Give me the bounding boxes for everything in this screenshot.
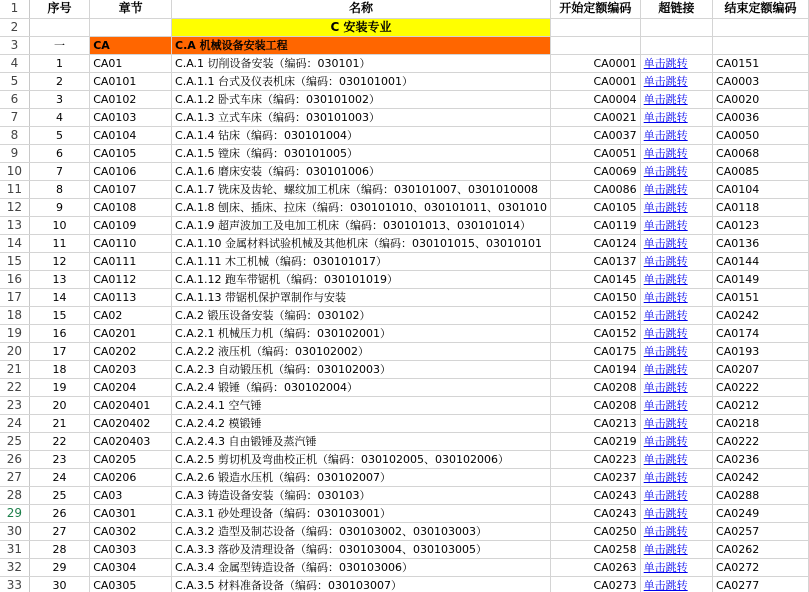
row-header[interactable]: 8 — [0, 126, 29, 144]
seq-cell[interactable]: 6 — [29, 144, 89, 162]
end-code-cell[interactable]: CA0118 — [713, 198, 809, 216]
hyperlink-cell[interactable]: 单击跳转 — [640, 306, 712, 324]
start-code-cell[interactable]: CA0037 — [551, 126, 641, 144]
table-row — [0, 450, 809, 468]
section-chapter-cell[interactable]: CA — [90, 36, 172, 54]
seq-cell[interactable]: 16 — [29, 324, 89, 342]
header-chapter[interactable]: 章节 — [90, 0, 172, 18]
hyperlink-cell[interactable]: 单击跳转 — [640, 576, 712, 592]
row-header[interactable]: 14 — [0, 234, 29, 252]
hyperlink-cell[interactable]: 单击跳转 — [640, 522, 712, 540]
name-cell[interactable]: C.A.3.1 砂处理设备（编码：030103001） — [172, 504, 551, 522]
section-row — [0, 36, 809, 54]
hyperlink-cell[interactable]: 单击跳转 — [640, 90, 712, 108]
end-code-cell[interactable]: CA0277 — [713, 576, 809, 592]
name-cell[interactable]: C.A.2.4 锻锤（编码：030102004） — [172, 378, 551, 396]
end-code-cell[interactable]: CA0222 — [713, 378, 809, 396]
row-header[interactable]: 12 — [0, 198, 29, 216]
table-row — [0, 540, 809, 558]
chapter-cell[interactable]: CA0109 — [90, 216, 172, 234]
chapter-cell[interactable]: CA03 — [90, 486, 172, 504]
table-row — [0, 378, 809, 396]
table-row — [0, 414, 809, 432]
table-row — [0, 180, 809, 198]
end-code-cell[interactable]: CA0085 — [713, 162, 809, 180]
chapter-cell[interactable]: CA0112 — [90, 270, 172, 288]
start-code-cell[interactable]: CA0145 — [551, 270, 641, 288]
end-code-cell[interactable]: CA0218 — [713, 414, 809, 432]
table-row — [0, 486, 809, 504]
start-code-cell[interactable]: CA0250 — [551, 522, 641, 540]
row-header[interactable]: 24 — [0, 414, 29, 432]
table-row — [0, 468, 809, 486]
hyperlink-cell[interactable]: 单击跳转 — [640, 414, 712, 432]
row-header[interactable]: 16 — [0, 270, 29, 288]
start-code-cell[interactable]: CA0273 — [551, 576, 641, 592]
hyperlink-cell[interactable]: 单击跳转 — [640, 378, 712, 396]
seq-cell[interactable]: 5 — [29, 126, 89, 144]
name-cell[interactable]: C.A.1.4 钻床（编码：030101004） — [172, 126, 551, 144]
hyperlink-cell[interactable]: 单击跳转 — [640, 558, 712, 576]
row-header[interactable]: 4 — [0, 54, 29, 72]
start-code-cell[interactable]: CA0152 — [551, 324, 641, 342]
section-seq-cell[interactable]: 一 — [29, 36, 89, 54]
seq-cell[interactable]: 2 — [29, 72, 89, 90]
row-header[interactable]: 30 — [0, 522, 29, 540]
seq-cell[interactable]: 13 — [29, 270, 89, 288]
name-cell[interactable]: C.A.1.7 铣床及齿轮、螺纹加工机床（编码：030101007、0301010008 — [172, 180, 551, 198]
table-row — [0, 522, 809, 540]
seq-cell[interactable]: 14 — [29, 288, 89, 306]
end-code-cell[interactable]: CA0236 — [713, 450, 809, 468]
row-header[interactable]: 29 — [0, 504, 29, 522]
end-code-cell[interactable]: CA0149 — [713, 270, 809, 288]
table-row — [0, 216, 809, 234]
end-code-cell[interactable]: CA0136 — [713, 234, 809, 252]
name-cell[interactable]: C.A.3.2 造型及制芯设备（编码：030103002、030103003） — [172, 522, 551, 540]
seq-cell[interactable]: 7 — [29, 162, 89, 180]
name-cell[interactable]: C.A.2.1 机械压力机（编码：030102001） — [172, 324, 551, 342]
start-code-cell[interactable]: CA0213 — [551, 414, 641, 432]
start-code-cell[interactable]: CA0175 — [551, 342, 641, 360]
start-code-cell[interactable]: CA0263 — [551, 558, 641, 576]
table-row — [0, 504, 809, 522]
end-code-cell[interactable]: CA0036 — [713, 108, 809, 126]
chapter-cell[interactable]: CA020401 — [90, 396, 172, 414]
header-name[interactable]: 名称 — [172, 0, 551, 18]
name-cell[interactable]: C.A.3.5 材料准备设备（编码：030103007） — [172, 576, 551, 592]
row-header[interactable]: 18 — [0, 306, 29, 324]
table-row — [0, 288, 809, 306]
start-code-cell[interactable]: CA0051 — [551, 144, 641, 162]
row-header[interactable]: 19 — [0, 324, 29, 342]
seq-cell[interactable]: 22 — [29, 432, 89, 450]
start-code-cell[interactable]: CA0021 — [551, 108, 641, 126]
hyperlink-cell[interactable]: 单击跳转 — [640, 162, 712, 180]
start-code-cell[interactable]: CA0001 — [551, 72, 641, 90]
seq-cell[interactable]: 23 — [29, 450, 89, 468]
end-code-cell[interactable]: CA0003 — [713, 72, 809, 90]
row-header[interactable]: 10 — [0, 162, 29, 180]
name-cell[interactable]: C.A.1.2 卧式车床（编码：030101002） — [172, 90, 551, 108]
chapter-cell[interactable]: CA0113 — [90, 288, 172, 306]
name-cell[interactable]: C.A.1.9 超声波加工及电加工机床（编码：030101013、030101014） — [172, 216, 551, 234]
cell[interactable] — [29, 18, 89, 36]
end-code-cell[interactable]: CA0242 — [713, 306, 809, 324]
chapter-cell[interactable]: CA02 — [90, 306, 172, 324]
chapter-cell[interactable]: CA0303 — [90, 540, 172, 558]
seq-cell[interactable]: 4 — [29, 108, 89, 126]
hyperlink-cell[interactable]: 单击跳转 — [640, 324, 712, 342]
row-header[interactable]: 5 — [0, 72, 29, 90]
seq-cell[interactable]: 21 — [29, 414, 89, 432]
start-code-cell[interactable]: CA0152 — [551, 306, 641, 324]
table-row — [0, 54, 809, 72]
hyperlink-cell[interactable]: 单击跳转 — [640, 504, 712, 522]
row-header[interactable]: 9 — [0, 144, 29, 162]
row-header[interactable]: 33 — [0, 576, 29, 592]
name-cell[interactable]: C.A.1 切削设备安装（编码：030101） — [172, 54, 551, 72]
name-cell[interactable]: C.A.3 铸造设备安装（编码：030103） — [172, 486, 551, 504]
chapter-cell[interactable]: CA0103 — [90, 108, 172, 126]
seq-cell[interactable]: 3 — [29, 90, 89, 108]
hyperlink-cell[interactable]: 单击跳转 — [640, 360, 712, 378]
hyperlink-cell[interactable]: 单击跳转 — [640, 234, 712, 252]
cell[interactable] — [713, 36, 809, 54]
row-header[interactable]: 17 — [0, 288, 29, 306]
chapter-cell[interactable]: CA0205 — [90, 450, 172, 468]
end-code-cell[interactable]: CA0020 — [713, 90, 809, 108]
start-code-cell[interactable]: CA0001 — [551, 54, 641, 72]
name-cell[interactable]: C.A.3.3 落砂及清理设备（编码：030103004、030103005） — [172, 540, 551, 558]
hyperlink-cell[interactable]: 单击跳转 — [640, 126, 712, 144]
table-row — [0, 72, 809, 90]
cell[interactable] — [640, 18, 712, 36]
end-code-cell[interactable]: CA0207 — [713, 360, 809, 378]
cell[interactable] — [713, 18, 809, 36]
name-cell[interactable]: C.A.2.6 锻造水压机（编码：030102007） — [172, 468, 551, 486]
start-code-cell[interactable]: CA0137 — [551, 252, 641, 270]
end-code-cell[interactable]: CA0272 — [713, 558, 809, 576]
name-cell[interactable]: C.A.1.11 木工机械（编码：030101017） — [172, 252, 551, 270]
row-header[interactable]: 21 — [0, 360, 29, 378]
chapter-cell[interactable]: CA020402 — [90, 414, 172, 432]
row-header[interactable]: 15 — [0, 252, 29, 270]
row-header[interactable]: 20 — [0, 342, 29, 360]
end-code-cell[interactable]: CA0257 — [713, 522, 809, 540]
table-row — [0, 162, 809, 180]
start-code-cell[interactable]: CA0105 — [551, 198, 641, 216]
chapter-cell[interactable]: CA0304 — [90, 558, 172, 576]
chapter-cell[interactable]: CA0105 — [90, 144, 172, 162]
table-row — [0, 396, 809, 414]
seq-cell[interactable]: 29 — [29, 558, 89, 576]
chapter-cell[interactable]: CA0202 — [90, 342, 172, 360]
hyperlink-cell[interactable]: 单击跳转 — [640, 216, 712, 234]
start-code-cell[interactable]: CA0119 — [551, 216, 641, 234]
header-end-code[interactable]: 结束定额编码 — [713, 0, 809, 18]
chapter-cell[interactable]: CA0302 — [90, 522, 172, 540]
name-cell[interactable]: C.A.1.1 台式及仪表机床（编码：030101001） — [172, 72, 551, 90]
chapter-cell[interactable]: CA020403 — [90, 432, 172, 450]
end-code-cell[interactable]: CA0222 — [713, 432, 809, 450]
start-code-cell[interactable]: CA0069 — [551, 162, 641, 180]
end-code-cell[interactable]: CA0068 — [713, 144, 809, 162]
seq-cell[interactable]: 27 — [29, 522, 89, 540]
row-header[interactable]: 6 — [0, 90, 29, 108]
end-code-cell[interactable]: CA0151 — [713, 54, 809, 72]
header-hyperlink[interactable]: 超链接 — [640, 0, 712, 18]
cell[interactable] — [90, 18, 172, 36]
hyperlink-cell[interactable]: 单击跳转 — [640, 468, 712, 486]
name-cell[interactable]: C.A.1.6 磨床安装（编码：030101006） — [172, 162, 551, 180]
row-header[interactable]: 7 — [0, 108, 29, 126]
chapter-cell[interactable]: CA0201 — [90, 324, 172, 342]
row-header[interactable]: 26 — [0, 450, 29, 468]
end-code-cell[interactable]: CA0249 — [713, 504, 809, 522]
table-row — [0, 342, 809, 360]
hyperlink-cell[interactable]: 单击跳转 — [640, 342, 712, 360]
hyperlink-cell[interactable]: 单击跳转 — [640, 198, 712, 216]
hyperlink-cell[interactable]: 单击跳转 — [640, 180, 712, 198]
table-row — [0, 90, 809, 108]
table-row — [0, 234, 809, 252]
name-cell[interactable]: C.A.1.5 镗床（编码：030101005） — [172, 144, 551, 162]
name-cell[interactable]: C.A.2.4.1 空气锤 — [172, 396, 551, 414]
seq-cell[interactable]: 30 — [29, 576, 89, 592]
chapter-cell[interactable]: CA0305 — [90, 576, 172, 592]
chapter-cell[interactable]: CA0203 — [90, 360, 172, 378]
end-code-cell[interactable]: CA0212 — [713, 396, 809, 414]
seq-cell[interactable]: 18 — [29, 360, 89, 378]
header-seq[interactable]: 序号 — [29, 0, 89, 18]
cell[interactable] — [640, 36, 712, 54]
hyperlink-cell[interactable]: 单击跳转 — [640, 144, 712, 162]
row-header[interactable]: 31 — [0, 540, 29, 558]
name-cell[interactable]: C.A.2.4.2 模锻锤 — [172, 414, 551, 432]
cell[interactable] — [551, 36, 641, 54]
row-header[interactable]: 28 — [0, 486, 29, 504]
chapter-cell[interactable]: CA0111 — [90, 252, 172, 270]
end-code-cell[interactable]: CA0144 — [713, 252, 809, 270]
row-header[interactable]: 13 — [0, 216, 29, 234]
name-cell[interactable]: C.A.1.12 跑车带锯机（编码：030101019） — [172, 270, 551, 288]
end-code-cell[interactable]: CA0262 — [713, 540, 809, 558]
table-row — [0, 198, 809, 216]
end-code-cell[interactable]: CA0193 — [713, 342, 809, 360]
end-code-cell[interactable]: CA0174 — [713, 324, 809, 342]
name-cell[interactable]: C.A.1.3 立式车床（编码：030101003） — [172, 108, 551, 126]
start-code-cell[interactable]: CA0004 — [551, 90, 641, 108]
name-cell[interactable]: C.A.2 锻压设备安装（编码：030102） — [172, 306, 551, 324]
start-code-cell[interactable]: CA0219 — [551, 432, 641, 450]
hyperlink-cell[interactable]: 单击跳转 — [640, 270, 712, 288]
table-row — [0, 558, 809, 576]
row-header[interactable]: 1 — [0, 0, 29, 18]
end-code-cell[interactable]: CA0123 — [713, 216, 809, 234]
table-row — [0, 126, 809, 144]
row-header[interactable]: 32 — [0, 558, 29, 576]
table-row — [0, 270, 809, 288]
seq-cell[interactable]: 10 — [29, 216, 89, 234]
chapter-cell[interactable]: CA0106 — [90, 162, 172, 180]
chapter-cell[interactable]: CA0204 — [90, 378, 172, 396]
start-code-cell[interactable]: CA0208 — [551, 396, 641, 414]
table-row — [0, 144, 809, 162]
row-header[interactable]: 23 — [0, 396, 29, 414]
seq-cell[interactable]: 26 — [29, 504, 89, 522]
hyperlink-cell[interactable]: 单击跳转 — [640, 252, 712, 270]
name-cell[interactable]: C.A.2.4.3 自由锻锤及蒸汽锤 — [172, 432, 551, 450]
name-cell[interactable]: C.A.1.10 金属材料试验机械及其他机床（编码：030101015、03010101 — [172, 234, 551, 252]
seq-cell[interactable]: 20 — [29, 396, 89, 414]
start-code-cell[interactable]: CA0194 — [551, 360, 641, 378]
end-code-cell[interactable]: CA0104 — [713, 180, 809, 198]
start-code-cell[interactable]: CA0258 — [551, 540, 641, 558]
hyperlink-cell[interactable]: 单击跳转 — [640, 54, 712, 72]
row-header[interactable]: 11 — [0, 180, 29, 198]
seq-cell[interactable]: 17 — [29, 342, 89, 360]
name-cell[interactable]: C.A.2.3 自动锻压机（编码：030102003） — [172, 360, 551, 378]
start-code-cell[interactable]: CA0086 — [551, 180, 641, 198]
start-code-cell[interactable]: CA0243 — [551, 504, 641, 522]
table-row — [0, 306, 809, 324]
seq-cell[interactable]: 12 — [29, 252, 89, 270]
hyperlink-cell[interactable]: 单击跳转 — [640, 432, 712, 450]
chapter-cell[interactable]: CA0107 — [90, 180, 172, 198]
table-row — [0, 432, 809, 450]
row-header[interactable]: 22 — [0, 378, 29, 396]
hyperlink-cell[interactable]: 单击跳转 — [640, 288, 712, 306]
table-row — [0, 324, 809, 342]
table-row — [0, 252, 809, 270]
table-row — [0, 108, 809, 126]
seq-cell[interactable]: 9 — [29, 198, 89, 216]
seq-cell[interactable]: 19 — [29, 378, 89, 396]
seq-cell[interactable]: 24 — [29, 468, 89, 486]
name-cell[interactable]: C.A.1.13 带锯机保护罩制作与安装 — [172, 288, 551, 306]
chapter-cell[interactable]: CA0301 — [90, 504, 172, 522]
chapter-cell[interactable]: CA0101 — [90, 72, 172, 90]
header-start-code[interactable]: 开始定额编码 — [551, 0, 641, 18]
category-title-cell[interactable]: C 安装专业 — [172, 18, 551, 36]
start-code-cell[interactable]: CA0208 — [551, 378, 641, 396]
hyperlink-cell[interactable]: 单击跳转 — [640, 72, 712, 90]
end-code-cell[interactable]: CA0151 — [713, 288, 809, 306]
row-header[interactable]: 25 — [0, 432, 29, 450]
hyperlink-cell[interactable]: 单击跳转 — [640, 486, 712, 504]
category-row — [0, 18, 809, 36]
seq-cell[interactable]: 15 — [29, 306, 89, 324]
chapter-cell[interactable]: CA0108 — [90, 198, 172, 216]
name-cell[interactable]: C.A.2.5 剪切机及弯曲校正机（编码：030102005、030102006） — [172, 450, 551, 468]
name-cell[interactable]: C.A.2.2 液压机（编码：030102002） — [172, 342, 551, 360]
table-row — [0, 576, 809, 592]
chapter-cell[interactable]: CA01 — [90, 54, 172, 72]
hyperlink-cell[interactable]: 单击跳转 — [640, 396, 712, 414]
header-row — [0, 0, 809, 18]
start-code-cell[interactable]: CA0223 — [551, 450, 641, 468]
hyperlink-cell[interactable]: 单击跳转 — [640, 450, 712, 468]
cell[interactable] — [551, 18, 641, 36]
table-row — [0, 360, 809, 378]
name-cell[interactable]: C.A.1.8 刨床、插床、拉床（编码：030101010、030101011、0301010 — [172, 198, 551, 216]
row-header[interactable]: 2 — [0, 18, 29, 36]
name-cell[interactable]: C.A.3.4 金属型铸造设备（编码：030103006） — [172, 558, 551, 576]
hyperlink-cell[interactable]: 单击跳转 — [640, 108, 712, 126]
seq-cell[interactable]: 8 — [29, 180, 89, 198]
chapter-cell[interactable]: CA0102 — [90, 90, 172, 108]
start-code-cell[interactable]: CA0124 — [551, 234, 641, 252]
chapter-cell[interactable]: CA0110 — [90, 234, 172, 252]
chapter-cell[interactable]: CA0206 — [90, 468, 172, 486]
section-name-cell[interactable]: C.A 机械设备安装工程 — [172, 36, 551, 54]
seq-cell[interactable]: 28 — [29, 540, 89, 558]
hyperlink-cell[interactable]: 单击跳转 — [640, 540, 712, 558]
row-header[interactable]: 3 — [0, 36, 29, 54]
end-code-cell[interactable]: CA0288 — [713, 486, 809, 504]
seq-cell[interactable]: 11 — [29, 234, 89, 252]
seq-cell[interactable]: 25 — [29, 486, 89, 504]
chapter-cell[interactable]: CA0104 — [90, 126, 172, 144]
end-code-cell[interactable]: CA0242 — [713, 468, 809, 486]
end-code-cell[interactable]: CA0050 — [713, 126, 809, 144]
seq-cell[interactable]: 1 — [29, 54, 89, 72]
start-code-cell[interactable]: CA0150 — [551, 288, 641, 306]
start-code-cell[interactable]: CA0237 — [551, 468, 641, 486]
start-code-cell[interactable]: CA0243 — [551, 486, 641, 504]
row-header[interactable]: 27 — [0, 468, 29, 486]
